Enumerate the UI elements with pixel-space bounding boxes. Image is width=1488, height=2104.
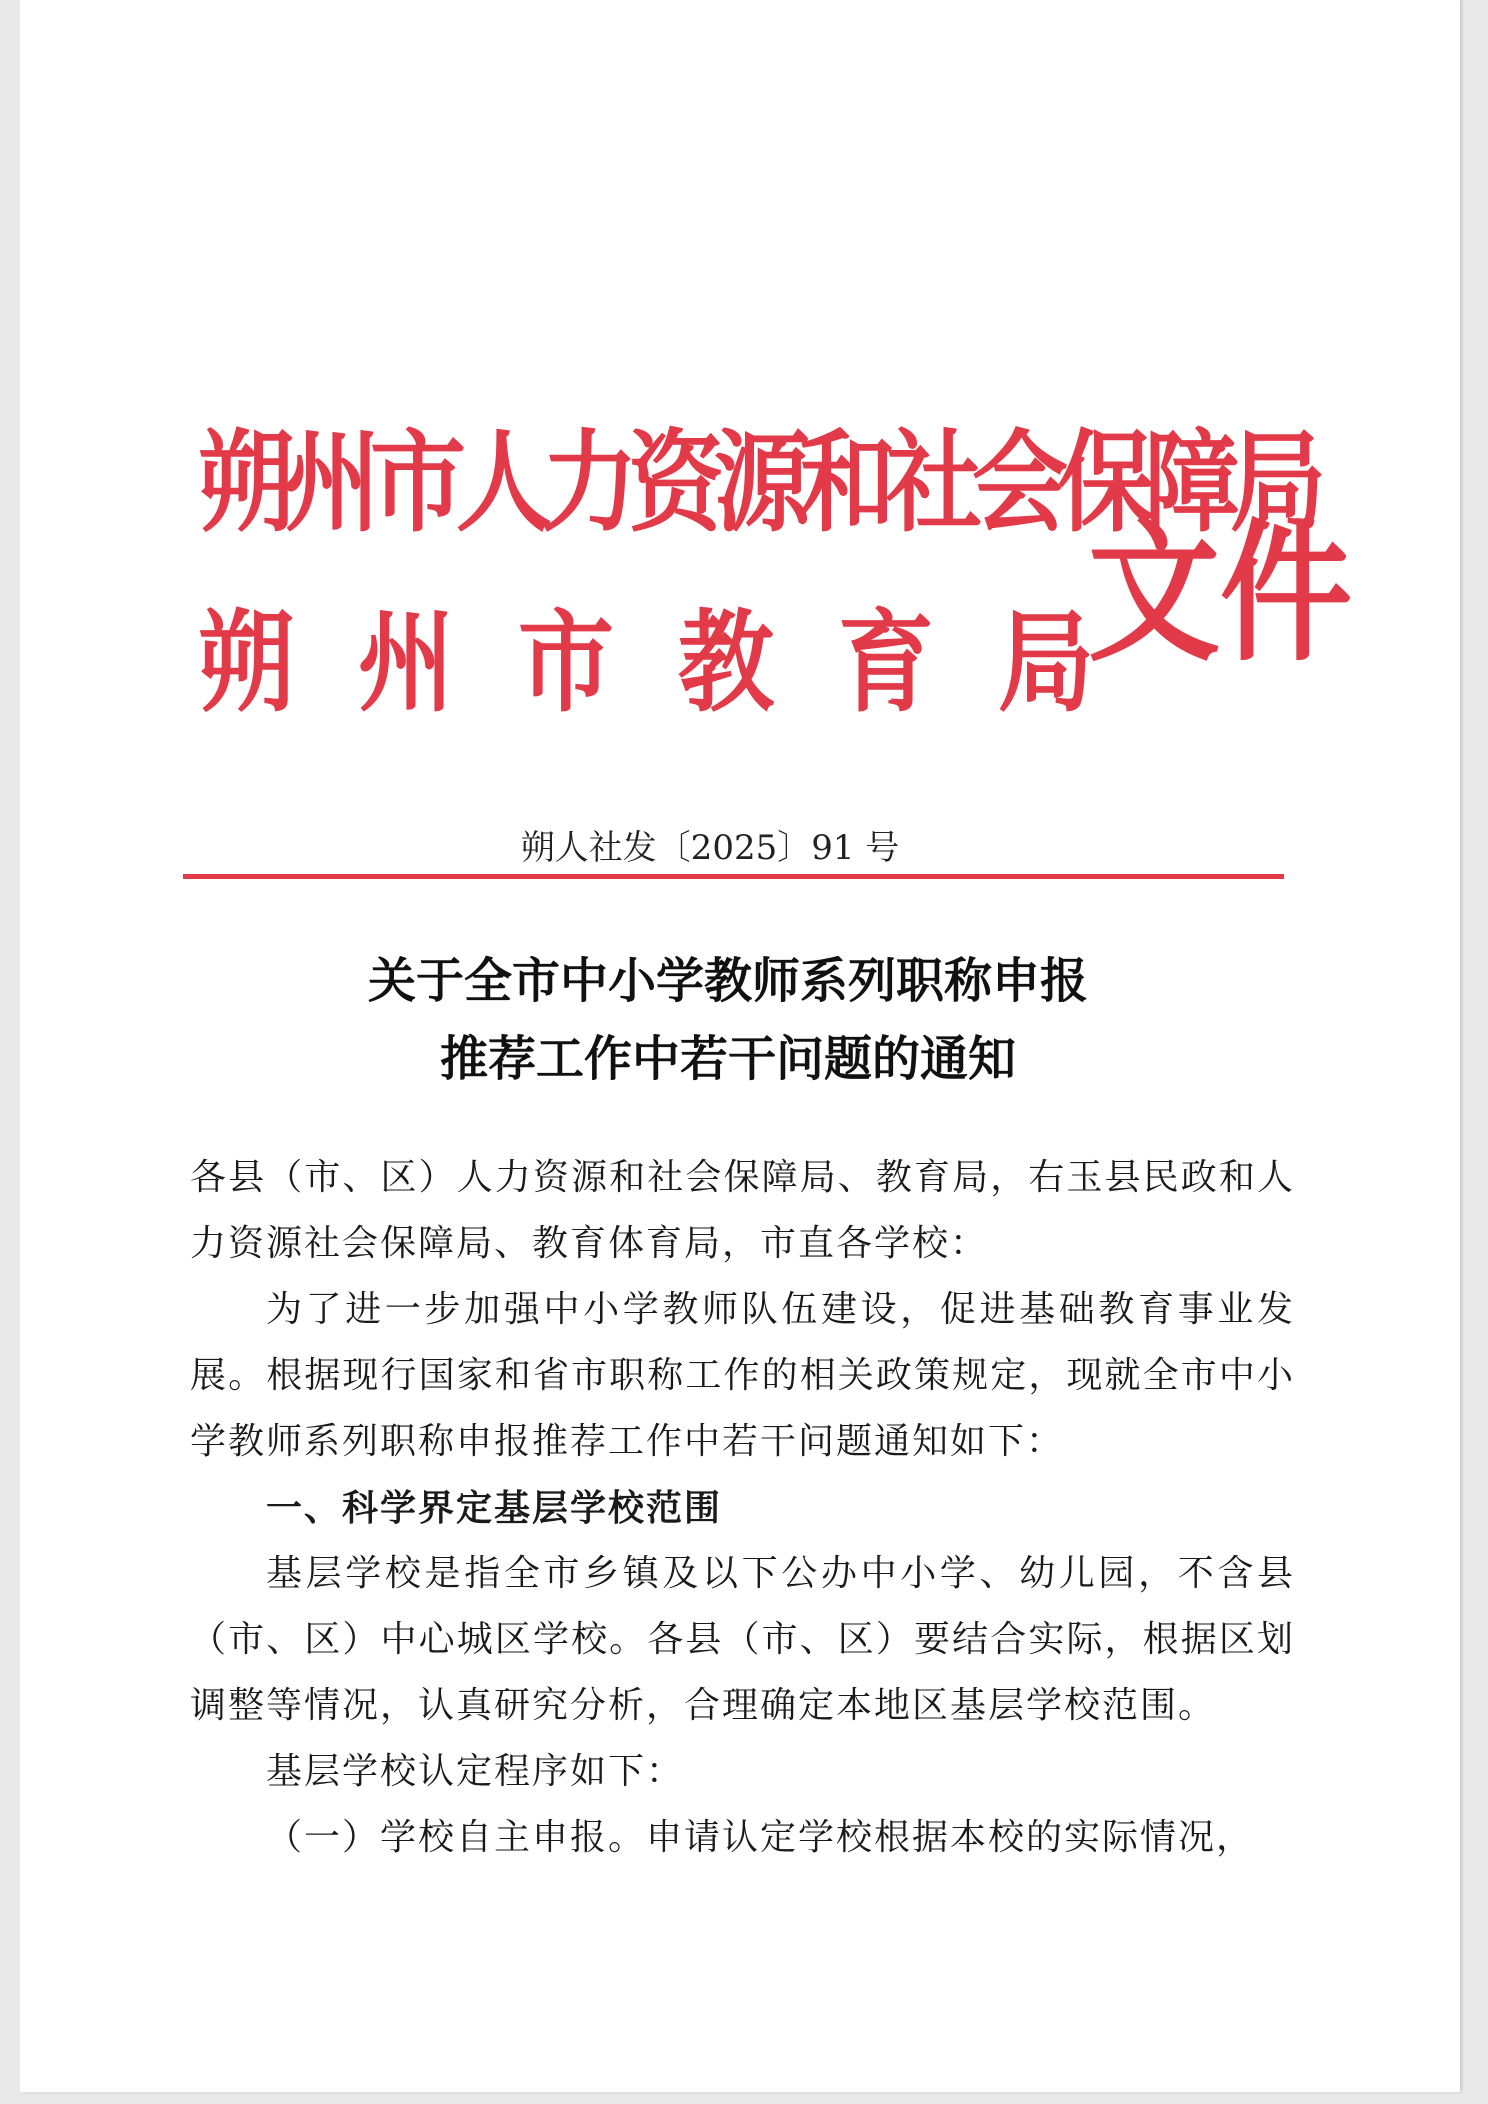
- issuer-suffix-wenjian: 文件: [1088, 504, 1352, 683]
- issuer-header: [198, 417, 1352, 750]
- document-title-line1: 关于全市中小学教师系列职称申报: [367, 953, 1088, 1009]
- section1-paragraph2: 基层学校认定程序如下：: [266, 1751, 685, 1792]
- document-number: 朔人社发〔2025〕91 号: [520, 828, 900, 868]
- document-title-line2: 推荐工作中若干问题的通知: [439, 1031, 1016, 1087]
- section1-paragraph1: 基层学校是指全市乡镇及以下公办中小学、幼儿园，不含县（市、区）中心城区学校。各县（市、区）要结合实际，根据区划调整等情况，认真研究分析，合理确定本地区基层学校范围。: [190, 1553, 1295, 1726]
- document-page: [20, 0, 1460, 2092]
- issuer-line-hrss: 朔州市人力资源和社会保障局: [198, 417, 1316, 548]
- section1-heading: 一、科学界定基层学校范围: [266, 1487, 723, 1529]
- red-divider-line: [183, 874, 1284, 879]
- section1-paragraph3: （一）学校自主申报。申请认定学校根据本校的实际情况，: [266, 1817, 1255, 1858]
- issuer-line-education: 朔州市教育局: [198, 597, 1158, 728]
- addressee: 各县（市、区）人力资源和社会保障局、教育局，右玉县民政和人力资源社会保障局、教育体育局，市直各学校：: [190, 1157, 1295, 1264]
- document-body: [190, 1145, 1295, 1871]
- intro-paragraph: 为了进一步加强中小学教师队伍建设，促进基础教育事业发展。根据现行国家和省市职称工作的相关政策规定，现就全市中小学教师系列职称申报推荐工作中若干问题通知如下：: [190, 1289, 1295, 1462]
